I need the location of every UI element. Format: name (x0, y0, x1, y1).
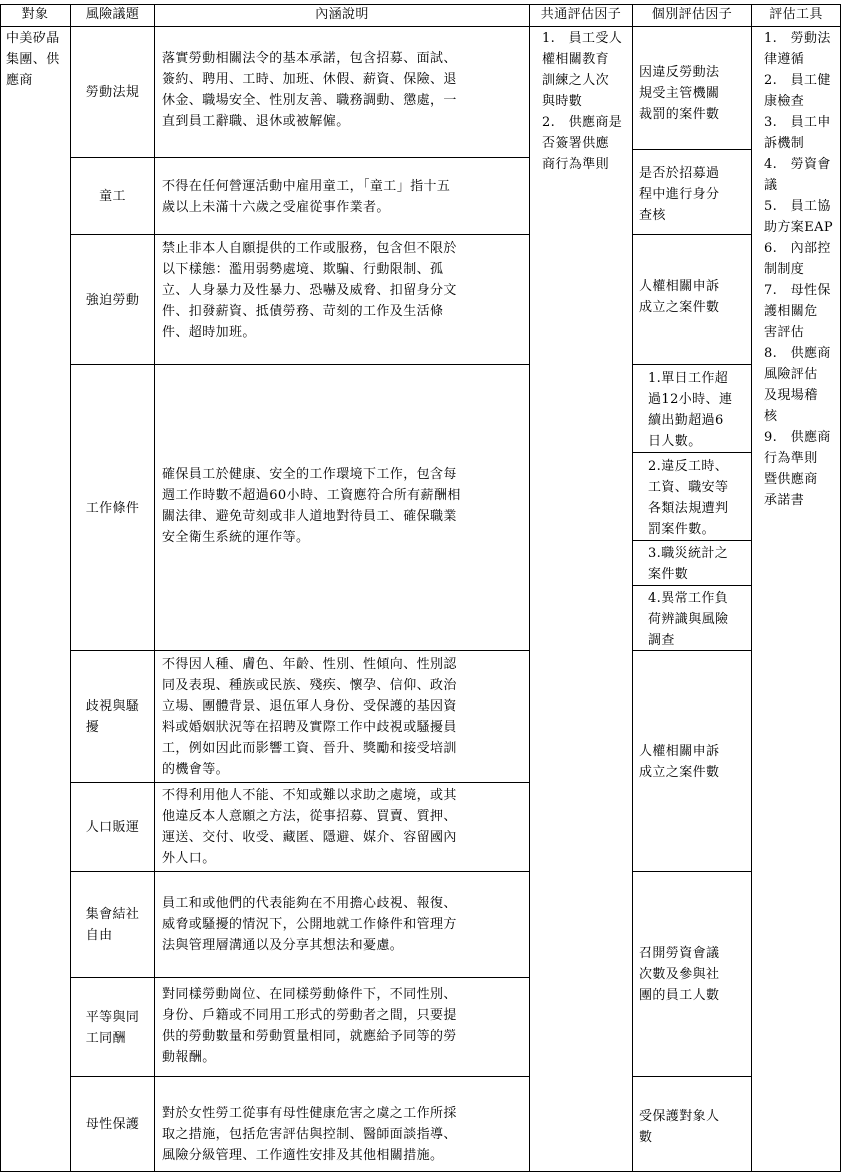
issue-equal-pay: 平等與同 工同酬 (85, 1009, 140, 1046)
header-individual-factor: 個別評估因子 (651, 7, 733, 22)
issue-labor-law: 勞動法規 (85, 85, 140, 100)
issue-freedom-of-association: 集會結社 自由 (85, 907, 140, 943)
factor-violations: 2.違反工時、 工資、職安等 各類法規遭判 罰案件數。 (648, 459, 729, 537)
description-equal-pay: 對同樣勞動崗位、在同樣勞動條件下，不同性別、 身份、戶籍或不同用工形式的勞動者之間，只要提 供的勞動數量和勞動質量相同，就應給予同等的勞 動報酬。 (162, 987, 457, 1065)
header-description: 內涵說明 (315, 7, 369, 22)
target-cell: 中美矽晶 集團、供 應商 (6, 31, 60, 88)
header-common-factor: 共通評估因子 (540, 7, 622, 22)
header-issue: 風險議題 (85, 7, 140, 22)
description-discrimination: 不得因人種、膚色、年齡、性別、性傾向、性別認 同及表現、種族或民族、殘疾、懷孕、信仰、政治 立場、團體背景、退伍軍人身份、受保護的基因資 料或婚姻狀況等在招聘及實際工作中歧視或騷擾員 工，例如因此而影響工資、晉升、獎勵和接受培訓 的機會等。 (162, 657, 457, 777)
common-factors-cell: 1. 員工受人 權相關教育 訓練之人次 與時數 2. 供應商是 否簽署供應 商行為準則 (542, 31, 623, 172)
factor-protected-persons: 受保護對象人 數 (639, 1109, 720, 1145)
tools-cell: 1. 勞動法 律遵循 2. 員工健 康檢查 3. 員工申 訴機制 4. 勞資會 議 5. 員工協 助方案EAP 6. 內部控 制制度 7. 母性保 護相關危 害評估 8. 供應商 風險評估 及現場稽 核 9. 供應商 行為準則 暨供應商 承諾書 (764, 31, 834, 508)
issue-working-conditions: 工作條件 (85, 500, 140, 516)
issue-human-trafficking: 人口販運 (85, 820, 140, 835)
factor-labor-meetings: 召開勞資會議 次數及參與社 團的員工人數 (639, 946, 720, 1003)
description-human-trafficking: 不得利用他人不能、不知或難以求助之處境，或其 他違反本人意願之方法，從事招募、買賣、質押、 運送、交付、收受、藏匿、隱避、媒介、容留國內 外人口。 (162, 788, 457, 866)
issue-maternity-protection: 母性保護 (85, 1116, 140, 1132)
factor-complaints-discrimination: 人權相關申訴 成立之案件數 (639, 744, 720, 780)
issue-discrimination: 歧視與騷 擾 (85, 699, 140, 735)
factor-complaints-forced-labor: 人權相關申訴 成立之案件數 (639, 279, 720, 315)
description-maternity-protection: 對於女性勞工從事有母性健康危害之虞之工作所採 取之措施，包括危害評估與控制、醫師面談指導、 風險分級管理、工作適性安排及其他相關措施。 (162, 1106, 457, 1163)
factor-injury-statistics: 3.職災統計之 案件數 (648, 546, 729, 582)
factor-identity-check: 是否於招募過 程中進行身分 查核 (639, 166, 720, 223)
description-labor-law: 落實勞動相關法令的基本承諾，包含招募、面試、 簽約、聘用、工時、加班、休假、薪資、保險、退 休金、職場安全、性別友善、職務調動、懲處，一 直到員工辭職、退休或被解僱。 (162, 51, 457, 129)
header-target: 對象 (21, 7, 49, 22)
description-freedom-of-association: 員工和或他們的代表能夠在不用擔心歧視、報復、 威脅或騷擾的情況下，公開地就工作條件和管理方 法與管理層溝通以及分享其想法和憂慮。 (162, 896, 457, 953)
description-working-conditions: 確保員工於健康、安全的工作環境下工作，包含每 週工作時數不超過60小時、工資應符合所有薪酬相 關法律、避免苛刻或非人道地對待員工、確保職業 安全衛生系統的運作等。 (162, 467, 461, 545)
description-forced-labor: 禁止非本人自願提供的工作或服務，包含但不限於 以下樣態：濫用弱勢處境、欺騙、行動限制、孤 立、人身暴力及性暴力、恐嚇及威脅、扣留身分文 件、扣發薪資、抵債勞務、苛刻的工作及生活條 件、超時加班。 (162, 241, 457, 340)
issue-forced-labor: 強迫勞動 (85, 292, 140, 308)
description-child-labor: 不得在任何營運活動中雇用童工，「童工」指十五 歲以上未滿十六歲之受雇從事作業者。 (162, 179, 451, 215)
factor-overtime: 1.單日工作超 過12小時、連 續出勤超過6 日人數。 (648, 371, 733, 449)
factor-workload-assessment: 4.異常工作負 荷辨識與風險 調查 (648, 591, 729, 648)
issue-child-labor: 童工 (99, 189, 126, 204)
factor-labor-law-penalties: 因違反勞動法 規受主管機關 裁罰的案件數 (639, 65, 720, 122)
header-tools: 評估工具 (769, 7, 823, 22)
